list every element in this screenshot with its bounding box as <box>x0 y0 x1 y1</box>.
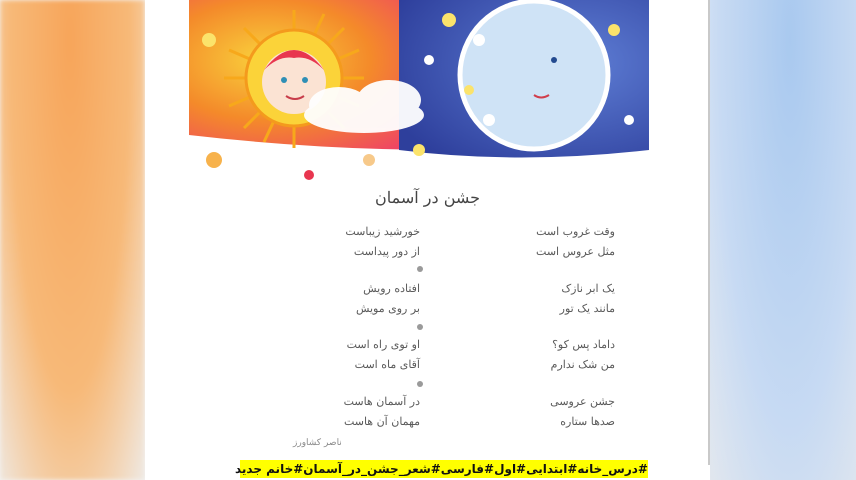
line-left: آقای ماه است <box>354 358 420 371</box>
line-left: در آسمان هاست <box>343 395 420 408</box>
stanza-divider <box>417 324 423 330</box>
poem-line <box>145 282 710 302</box>
line-right: یک ابر نازک <box>561 282 615 295</box>
poem-line <box>145 415 710 435</box>
line-left: مهمان آن هاست <box>343 415 420 428</box>
line-right: داماد پس کو؟ <box>552 338 615 351</box>
poem-title: جشن در آسمان <box>374 188 481 207</box>
poem-line <box>145 395 710 415</box>
poem-line <box>145 358 710 378</box>
poet-name: ناصر کشاورز <box>293 438 342 448</box>
hashtag-caption: #درس_خانه#ابتدایی#اول#فارسی#شعر_جشن_در_آسمان#خانم جدید <box>234 462 648 476</box>
poem-line <box>145 338 710 358</box>
line-right: صدها ستاره <box>560 415 615 428</box>
line-right: وقت غروب است <box>536 225 615 238</box>
stanza-divider <box>417 266 423 272</box>
line-right: من شک ندارم <box>550 358 615 371</box>
poem-line <box>145 302 710 322</box>
poem-line <box>145 245 710 265</box>
line-right: مثل عروس است <box>536 245 615 258</box>
line-right: مانند یک تور <box>559 302 615 315</box>
page-edge <box>708 0 710 465</box>
line-right: جشن عروسی <box>550 395 615 408</box>
line-left: او توی راه است <box>346 338 420 351</box>
line-left: افتاده رویش <box>363 282 420 295</box>
book-page <box>145 0 710 480</box>
poem-line <box>145 225 710 245</box>
blurred-right-background <box>710 0 856 480</box>
line-left: از دور پیداست <box>353 245 420 258</box>
line-left: خورشید زیباست <box>345 225 420 238</box>
sun-moon-illustration <box>189 0 649 195</box>
moon-icon <box>460 1 608 149</box>
blurred-left-background <box>0 0 145 480</box>
stanza-divider <box>417 381 423 387</box>
line-left: بر روی مویش <box>355 302 420 315</box>
